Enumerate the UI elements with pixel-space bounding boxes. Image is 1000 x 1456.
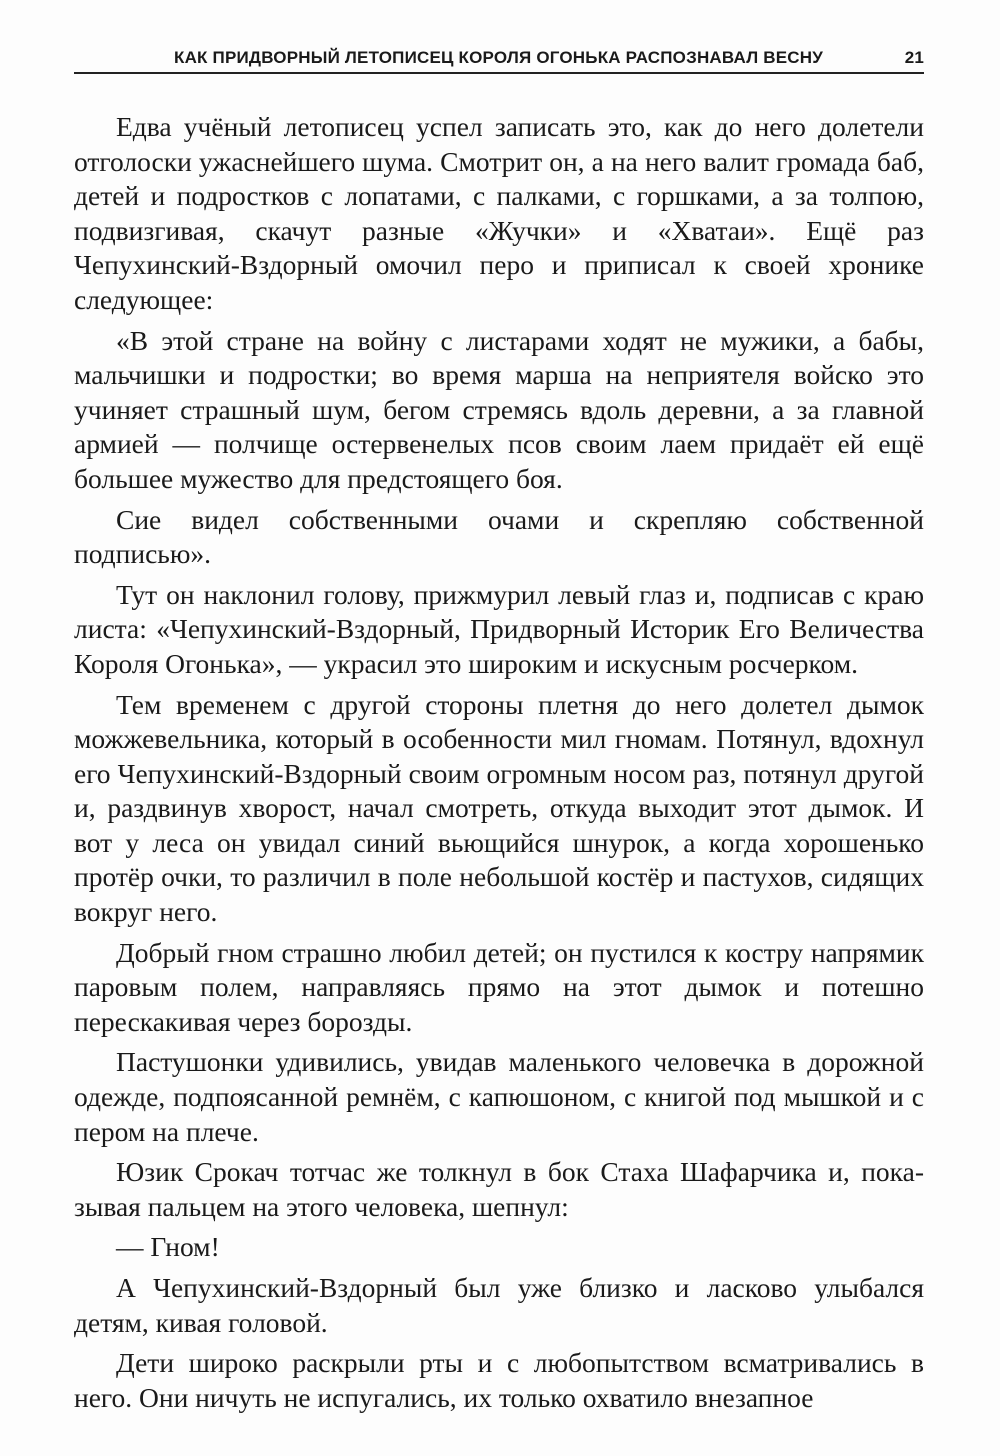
paragraph: А Чепухинский-Вздорный был уже близко и ласково улыбался детям, кивая головой. bbox=[74, 1272, 924, 1338]
paragraph: — Гном! bbox=[116, 1231, 220, 1263]
paragraph: Тут он наклонил голову, прижмурил левый глаз и, подписав с краю листа: «Чепухинский-Вздорный, Придворный Историк Его Величества Короля Огонька», — украсил это широким и искусным росчерком. bbox=[74, 578, 924, 679]
paragraph: Дети широко раскрыли рты и с любопытством всматривались в него. Они ничуть не испугались, их только охватило внезапное bbox=[74, 1347, 924, 1413]
paragraph: Едва учёный летописец успел записать это, как до него долетели отголоски ужаснейшего шума. Смотрит он, а на него валит громада баб, детей и подростков с лопатами, с палками, с горшками, а за толпою, подвизгивая, скачут разные «Жучки» и «Хватаи». Ещё раз Чепухинский-Вздорный омочил перо и приписал к своей хронике следующее: bbox=[74, 111, 924, 315]
paragraph: Пастушонки удивились, увидав маленького человечка в дорожной одежде, подпоясанной ремнём, с капюшоном, с книгой под мышкой и с пером на плече. bbox=[74, 1046, 924, 1147]
paragraph: «В этой стране на войну с листарами ходят не мужики, а бабы, мальчишки и подростки; во время марша на неприятеля войско это учиняет страшный шум, бегом стремясь вдоль деревни, а за главной армией — полчище остервенелых псов своим лаем придаёт ей ещё большее мужество для предстоящего боя. bbox=[74, 324, 924, 494]
running-header bbox=[74, 44, 924, 74]
paragraph: Юзик Срокач тотчас же толкнул в бок Стаха Шафарчика и, показывая пальцем на этого человека, шепнул: bbox=[74, 1156, 924, 1222]
page-number: 21 bbox=[904, 48, 924, 67]
paragraph: Сие видел собственными очами и скрепляю собственной подписью». bbox=[74, 503, 924, 570]
paragraph: Тем временем с другой стороны плетня до него долетел дымок можжевельника, который в особенности мил гномам. Потянул, вдохнул его Чепухинский-Вздорный своим огромным носом раз, потянул другой и, раздвинув хворост, начал смотреть, откуда выходит этот дымок. И вот у леса он увидал синий вьющийся шнурок, а когда хорошенько протёр очки, то различил в поле небольшой костёр и пастухов, сидящих вокруг него. bbox=[74, 688, 924, 928]
paragraph: Добрый гном страшно любил детей; он пустился к костру напрямик паровым полем, направляясь прямо на этот дымок и потешно перескакивая через борозды. bbox=[74, 936, 924, 1037]
body-text bbox=[74, 110, 924, 1415]
running-title: КАК ПРИДВОРНЫЙ ЛЕТОПИСЕЦ КОРОЛЯ ОГОНЬКА РАСПОЗНАВАЛ ВЕСНУ bbox=[174, 48, 824, 67]
